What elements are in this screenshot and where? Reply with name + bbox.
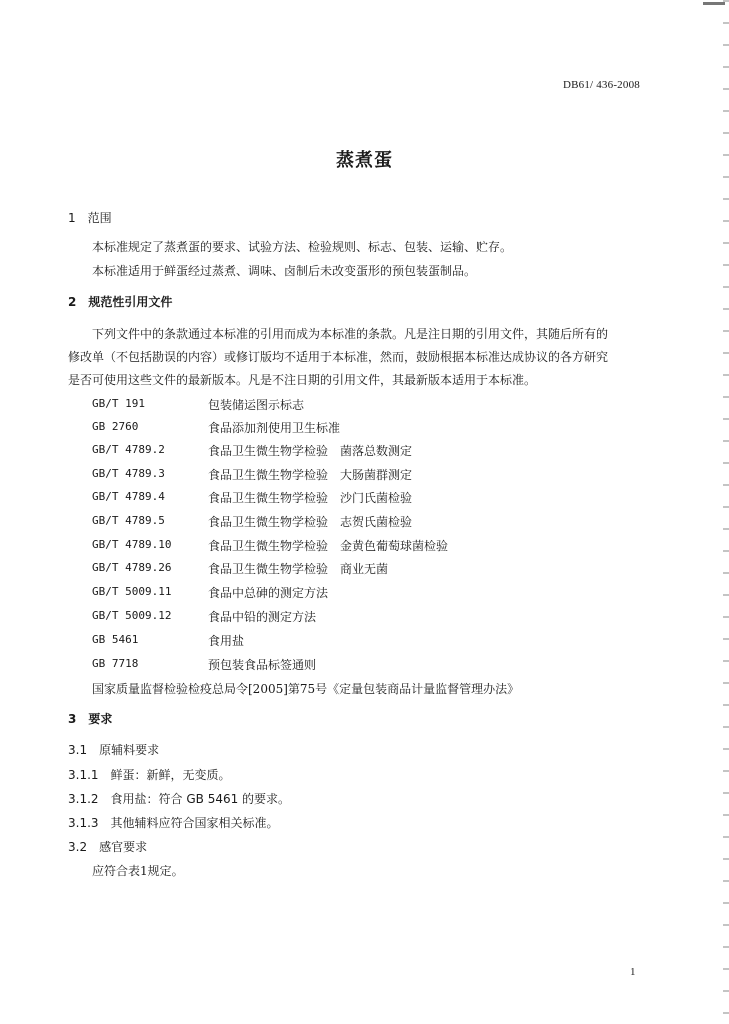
standard-code: DB61/ 436-2008 — [562, 79, 640, 91]
reference-code: GB 2760 — [92, 420, 139, 433]
decree-reference: 国家质量监督检验检疫总局令[2005]第75号《定量包装商品计量监督管理办法》 — [92, 682, 520, 696]
reference-code: GB/T 4789.3 — [92, 467, 165, 480]
page-number: 1 — [630, 966, 636, 978]
reference-name: 食品卫生微生物学检验 菌落总数测定 — [208, 444, 413, 458]
document-title: 蒸煮蛋 — [336, 150, 393, 171]
reference-name: 食用盐 — [208, 634, 245, 648]
reference-name: 食品卫生微生物学检验 商业无菌 — [208, 562, 389, 576]
reference-name: 食品卫生微生物学检验 大肠菌群测定 — [208, 468, 413, 482]
reference-name: 食品中铅的测定方法 — [208, 610, 317, 624]
section-3-item: 3.1 原辅料要求 — [68, 743, 160, 757]
section-2-heading: 2 规范性引用文件 — [68, 295, 173, 309]
section-3-item: 3.1.2 食用盐：符合 GB 5461 的要求。 — [68, 792, 291, 806]
reference-code: GB/T 4789.5 — [92, 514, 165, 527]
reference-name: 包装储运图示标志 — [208, 398, 305, 412]
reference-code: GB 5461 — [92, 633, 139, 646]
reference-code: GB/T 191 — [92, 397, 145, 410]
section-3-item: 3.1.3 其他辅料应符合国家相关标准。 — [68, 816, 279, 830]
section-1-paragraph: 本标准规定了蒸煮蛋的要求、试验方法、检验规则、标志、包装、运输、贮存。 — [92, 240, 513, 254]
section-1-heading: 1 范围 — [68, 211, 112, 225]
reference-name: 食品卫生微生物学检验 志贺氏菌检验 — [208, 515, 413, 529]
reference-code: GB/T 5009.12 — [92, 609, 172, 622]
reference-code: GB/T 5009.11 — [92, 585, 172, 598]
reference-code: GB/T 4789.26 — [92, 561, 172, 574]
reference-code: GB/T 4789.2 — [92, 443, 165, 456]
reference-code: GB/T 4789.4 — [92, 490, 165, 503]
section-3-item: 3.2 感官要求 — [68, 840, 148, 854]
section-2-intro-line: 下列文件中的条款通过本标准的引用而成为本标准的条款。凡是注日期的引用文件，其随后所有的 — [92, 327, 609, 341]
section-3-note: 应符合表1规定。 — [92, 864, 184, 878]
section-2-intro-line: 是否可使用这些文件的最新版本。凡是不注日期的引用文件，其最新版本适用于本标准。 — [68, 373, 537, 387]
reference-name: 食品卫生微生物学检验 沙门氏菌检验 — [208, 491, 413, 505]
reference-name: 食品卫生微生物学检验 金黄色葡萄球菌检验 — [208, 539, 449, 553]
reference-name: 预包装食品标签通则 — [208, 658, 317, 672]
section-3-heading: 3 要求 — [68, 712, 113, 726]
reference-name: 食品中总砷的测定方法 — [208, 586, 329, 600]
section-1-paragraph: 本标准适用于鲜蛋经过蒸煮、调味、卤制后未改变蛋形的预包装蛋制品。 — [92, 264, 477, 278]
reference-code: GB 7718 — [92, 657, 139, 670]
scan-corner-mark — [703, 2, 725, 5]
reference-name: 食品添加剂使用卫生标准 — [208, 421, 341, 435]
section-2-intro-line: 修改单（不包括勘误的内容）或修订版均不适用于本标准，然而，鼓励根据本标准达成协议的各方研究 — [68, 350, 609, 364]
reference-code: GB/T 4789.10 — [92, 538, 172, 551]
section-3-item: 3.1.1 鲜蛋：新鲜，无变质。 — [68, 768, 231, 782]
